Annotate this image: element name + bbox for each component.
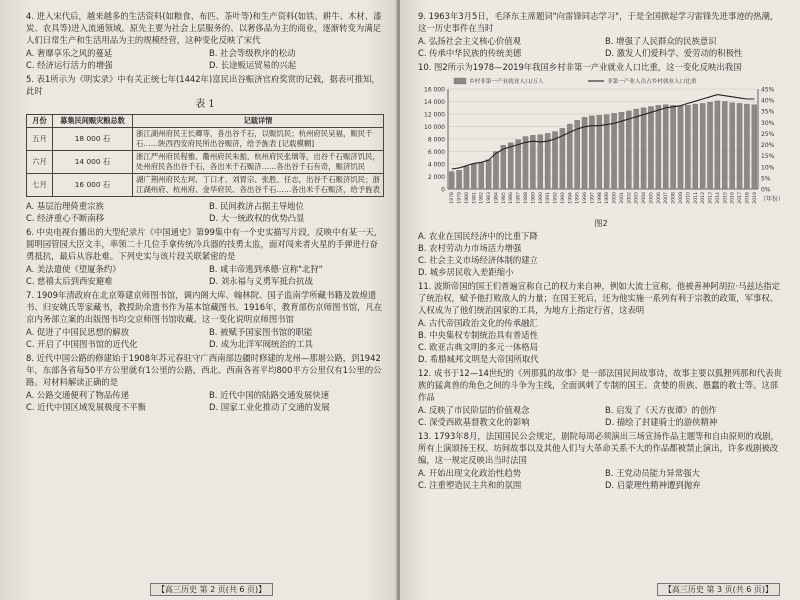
question-6 [26, 226, 384, 287]
x-axis-label: （年份） [760, 196, 784, 203]
question-7-option-d: D. 成为北洋军阀统治的工具 [209, 339, 313, 349]
question-12-option-c: C. 深受西欧基督教文化的影响 [418, 417, 530, 427]
y-tick-right: 30% [761, 119, 775, 127]
x-tick-label: 1988 [524, 192, 529, 204]
x-tick-label: 1998 [597, 192, 603, 204]
legend-line-label: 非第一产业人员占乡村就业人口比重 [607, 79, 697, 85]
question-6-option-a: A. 美法遣使《望厦条约》 [26, 264, 121, 274]
x-tick-label: 1990 [538, 192, 544, 204]
x-tick-label: 1994 [568, 192, 574, 204]
question-8-option-b: B. 近代中国的陆路交通发展快速 [209, 390, 329, 400]
y-tick-right: 20% [761, 142, 775, 150]
question-9-option-c: C. 传承中华民族的传统美德 [418, 48, 522, 58]
question-11-stem: 11. 波斯帝国的国王们普遍宣称自己的权力来自神，例如大流士宣称，他被善神阿胡拉·马兹达指定了统治权，赋予他打败敌人的力量；在国王死后，还为他实施一系列有利于宗教的政策，军事权、人权成为了他们统治国家的工具，为地方上指定行省，这表明 [418, 281, 781, 315]
question-8-option-d: D. 国家工业化推动了交通的发展 [209, 402, 330, 412]
x-tick-label: 2004 [642, 192, 648, 204]
bar [523, 137, 528, 190]
question-11-option-d: D. 希腊城邦文明是大帝国所取代 [418, 354, 539, 364]
bar [663, 105, 668, 189]
table-row [27, 151, 384, 174]
x-tick-label: 1985 [501, 192, 507, 204]
bar [611, 113, 616, 189]
bar [486, 160, 491, 189]
legend-bar-swatch [454, 78, 466, 84]
bar [575, 120, 580, 189]
bar [678, 106, 683, 189]
bar [464, 167, 469, 190]
x-tick-label: 2000 [612, 192, 618, 204]
x-tick-label: 1981 [472, 192, 478, 204]
bar [501, 145, 506, 189]
x-tick-label: 2018 [745, 192, 751, 204]
x-tick-label: 1993 [560, 192, 566, 204]
bar [648, 107, 653, 190]
left-page-footer: 【高三历史 第 2 页(共 6 页)】 [150, 583, 273, 596]
x-tick-label: 1986 [509, 192, 515, 204]
x-tick-label: 1980 [464, 192, 470, 204]
x-tick-label: 2013 [708, 192, 714, 204]
right-page-content [418, 10, 784, 493]
table-cell-month: 六月 [27, 151, 53, 174]
question-7 [26, 289, 384, 350]
question-7-option-a: A. 促进了中国民思想的解放 [26, 327, 130, 337]
question-12 [418, 367, 784, 428]
bar [641, 108, 646, 189]
table-cell-detail: 湖广荆州府民左珂、丁口才、刘胃宗、张胜、任志，出谷千石赈济饥民；浙江湖州府、杭州府、金华府民、各出谷千石……各出米千石赈济，给予旌表 [133, 174, 384, 197]
y-tick-left: 2 000 [427, 174, 445, 181]
question-9-option-d: D. 激发人们爱科学、爱劳动的积极性 [605, 48, 743, 58]
x-tick-label: 2009 [679, 192, 684, 204]
bar [538, 135, 543, 189]
question-6-option-b: B. 咸丰帝逃到承德·宣称"北狩" [209, 264, 323, 274]
left-page [0, 0, 398, 600]
x-tick-label: 1995 [575, 192, 581, 204]
question-9-stem: 9. 1963年3月5日，毛泽东主席题词"向雷锋同志学习"，于是全国掀起学习雷锋先进事迹的热潮，这一历史事件在当时 [418, 11, 779, 33]
x-tick-label: 2002 [627, 192, 633, 204]
question-11-option-a: A. 古代帝国政治文化的传承融汇 [418, 318, 538, 328]
question-9-option-a: A. 弘扬社会主义核心价值观 [418, 36, 522, 46]
x-tick-label: 2006 [656, 192, 662, 204]
question-8-stem: 8. 近代中国公路的修建始于1908年苏元春驻守广西南部边疆时修建的龙州—那堪公路，到1942年，东部各省每50平方公里就有1公里的公路，西北、西南各省平均800平方公里仅有1公里的公路。对材料解读正确的是 [26, 353, 382, 387]
y-tick-right: 15% [761, 153, 775, 161]
x-tick-label: 1989 [531, 192, 537, 204]
table-cell-month: 五月 [27, 128, 53, 151]
question-4-option-a: A. 奢靡享乐之风的蔓延 [26, 48, 113, 58]
y-tick-right: 45% [761, 86, 775, 94]
table-header-detail: 记载详情 [133, 115, 384, 128]
x-tick-label: 2008 [671, 192, 677, 204]
question-12-stem: 12. 成书于12—14世纪的《列那狐的故事》是一部法国民间故事诗，故事主要以狐狸列那和代表贵族的猛禽兽的角色之间的斗争为主线，全面讽刺了专制的国王、贪婪的贵族、愚蠢的教士等。这部作品 [418, 368, 782, 402]
x-tick-label: 1999 [605, 192, 611, 204]
bar [530, 135, 535, 189]
x-tick-label: 1991 [546, 192, 552, 204]
x-tick-label: 2005 [649, 192, 655, 204]
question-5-option-b: B. 民间救济占据主导地位 [209, 201, 304, 211]
bar [744, 104, 749, 189]
x-tick-label: 2015 [723, 192, 729, 204]
bar [449, 172, 454, 190]
table-cell-amount: 14 000 石 [53, 151, 133, 174]
x-tick-label: 2014 [715, 192, 721, 204]
chart-svg [418, 75, 784, 215]
table-header-amount: 募集民间赈灾粮总数 [53, 115, 133, 128]
legend-bar-label: 乡村非第一产业就业人口/万人 [469, 79, 544, 85]
question-10-stem: 10. 图2所示为1978—2019年我国乡村非第一产业就业人口比重，这一变化反映出我国 [418, 62, 742, 72]
question-12-option-d: D. 描绘了封建骑士的游侠精神 [605, 417, 718, 427]
bar [707, 102, 712, 189]
question-4 [26, 10, 384, 71]
table-row [27, 128, 384, 151]
question-10-option-b: B. 农村劳动力市场活力增强 [418, 243, 522, 253]
figure-2-chart [418, 75, 784, 218]
table-1 [26, 114, 384, 197]
bar [597, 115, 602, 189]
x-tick-label: 2003 [634, 192, 640, 204]
x-tick-label: 1983 [487, 192, 493, 204]
question-7-option-b: B. 被赋予国家图书馆的职能 [209, 327, 313, 337]
y-tick-left: 10 000 [424, 124, 445, 131]
table-cell-detail: 浙江严州府民程雅、衢州府民朱振、杭州府民张瑀等，出谷千石赈济饥民，处州府民各出谷千石，各出米千石赈济……各出谷千石有奇，赈济饥民 [133, 151, 384, 174]
figure-2-caption: 图2 [594, 219, 608, 228]
x-tick-label: 2011 [693, 192, 699, 204]
question-13-option-d: D. 启蒙理性精神遭到抛弃 [605, 480, 701, 490]
bar [516, 140, 521, 189]
question-8-option-c: C. 近代中国区域发展极度不平衡 [26, 402, 147, 412]
question-9 [418, 10, 784, 59]
x-tick-label: 2012 [701, 192, 707, 204]
x-tick-label: 1997 [590, 192, 596, 204]
bar [737, 103, 742, 189]
table-cell-amount: 18 000 石 [53, 128, 133, 151]
bar [582, 117, 587, 189]
x-tick-label: 2019 [752, 192, 758, 204]
y-tick-right: 0% [761, 186, 771, 194]
bar [471, 164, 476, 189]
bar [715, 101, 720, 189]
question-7-option-c: C. 开启了中国图书馆的近代化 [26, 339, 138, 349]
question-5 [26, 73, 384, 224]
question-6-option-d: D. 刘永福与义勇军抵台抗战 [209, 276, 313, 286]
question-11 [418, 280, 784, 365]
question-12-option-a: A. 反映了市民阶层的价值观念 [418, 405, 530, 415]
bar [589, 116, 594, 189]
x-tick-label: 1979 [457, 192, 463, 204]
x-tick-label: 2001 [619, 192, 625, 204]
x-tick-label: 1978 [450, 192, 456, 204]
x-tick-label: 1982 [479, 192, 485, 204]
question-11-option-c: C. 欧亚古典文明的多元一体格局 [418, 342, 539, 352]
question-13-option-a: A. 开始出现文化政治性趋势 [418, 468, 522, 478]
table-cell-amount: 16 000 石 [53, 174, 133, 197]
bar [752, 105, 757, 189]
left-page-content [26, 10, 384, 415]
bar [700, 103, 705, 189]
bar [656, 105, 661, 189]
y-tick-left: 12 000 [424, 111, 445, 119]
x-tick-label: 2007 [664, 192, 670, 204]
x-tick-label: 1992 [553, 192, 559, 204]
bar [552, 132, 557, 190]
x-tick-label: 1987 [516, 192, 522, 204]
question-13-stem: 13. 1793年8月，法国国民公会规定，剧院每周必须演出三场宣扬作品主题等和自由原则的戏剧，所有上演颂扬王权、坊间故事以及其他人们与大革命关系不大的作品都被禁止演出，许多戏剧被改编，这一规定反映出当时法国 [418, 431, 779, 465]
question-12-option-b: B. 启发了《天方夜谭》的创作 [605, 405, 717, 415]
y-tick-left: 6 000 [427, 149, 445, 156]
table-cell-month: 七月 [27, 174, 53, 197]
question-4-option-d: D. 长途贩运贸易的兴起 [209, 60, 297, 70]
question-10 [418, 61, 784, 278]
y-tick-right: 40% [761, 97, 775, 105]
bar [730, 103, 735, 189]
question-13 [418, 430, 784, 491]
bar [722, 102, 727, 190]
question-10-option-c: C. 社会主义市场经济体制的建立 [418, 255, 539, 265]
y-tick-left: 4 000 [427, 161, 445, 169]
question-13-option-c: C. 注重塑造民主共和的氛围 [418, 480, 522, 490]
question-5-stem: 5. 表1所示为《明实录》中有关正统七年(1442年)富民出谷赈济官府奖赏的记载，据表可推知，此时 [26, 74, 380, 96]
bar [560, 128, 565, 189]
bar [634, 109, 639, 189]
bar [619, 112, 624, 189]
question-4-option-b: B. 社会等级秩序的松动 [209, 48, 296, 58]
question-4-stem: 4. 进入宋代后，越来越多的生活资料(如粮食、布匹、茶叶等)和生产资料(如铁、耕牛、木材、漆炭、农具等)进入流通领域。原先主要为社会上层服务的、以奢侈品为主的商业，逐渐转变为满足人们日常生产和生活用品为主的规模经营，这种变化反映了宋代 [26, 11, 382, 45]
x-tick-label: 2010 [686, 192, 692, 204]
question-5-option-d: D. 大一统政权的优势凸显 [209, 213, 305, 223]
question-6-stem: 6. 中央电视台播出的大型纪录片《中国通史》第99集中有一个史实描写片段，反映中有某一天，圆明园管园大臣文丰，率领二十几位手拿传统冷兵器的技勇太监，面对闯来者火星的手弹进行奋勇抵抗，最后从容赴难。下列史实与该片段关联紧密的是 [26, 227, 383, 261]
x-tick-label: 1984 [494, 192, 500, 204]
question-10-option-d: D. 城乡居民收入差距缩小 [418, 267, 514, 277]
y-tick-right: 5% [761, 175, 771, 183]
question-11-option-b: B. 中央集权专制统治具有普适性 [418, 330, 538, 340]
right-page-footer: 【高三历史 第 3 页(共 6 页)】 [657, 583, 780, 596]
x-tick-label: 2016 [730, 192, 736, 204]
bar [508, 143, 513, 189]
question-9-option-b: B. 增强了人民群众的民族意识 [605, 36, 717, 46]
bar [693, 104, 698, 189]
question-5-option-a: A. 基层治理倚重宗族 [26, 201, 104, 211]
y-tick-left: 14 000 [424, 99, 445, 106]
bar [567, 124, 572, 189]
bar [685, 105, 690, 189]
question-8 [26, 352, 384, 413]
table-row [27, 174, 384, 197]
table-1-title: 表 1 [195, 99, 215, 110]
question-8-option-a: A. 公路交通便利了物品传递 [26, 390, 130, 400]
y-tick-right: 25% [761, 130, 775, 138]
y-tick-right: 10% [761, 164, 775, 172]
bar [626, 111, 631, 189]
table-header-month: 月份 [27, 115, 53, 128]
right-page [400, 0, 800, 600]
bar [479, 162, 484, 189]
y-tick-right: 35% [761, 108, 775, 116]
x-tick-label: 2017 [738, 192, 744, 204]
question-13-option-b: B. 王党动员能力异常强大 [605, 468, 700, 478]
bar [671, 105, 676, 189]
x-tick-label: 1996 [583, 192, 589, 204]
question-10-option-a: A. 农业在国民经济中的比重下降 [418, 231, 538, 241]
question-7-stem: 7. 1909年清政府在北京筹建京师图书馆，调内阁大库、翰林院、国子监南学所藏书籍及敦煌遗书、归安姚氏等家藏书，教授助余遗书作为基本馆藏图书。1916年，教育部伤京师图书馆，凡在京内务部立案的出版图书均交京师图书馆收藏。这一变化说明京师图书馆 [26, 290, 383, 324]
y-tick-left: 8 000 [427, 136, 445, 144]
bar [493, 152, 498, 190]
table-cell-detail: 浙江湖州府民王长卿等，各出谷千石，以赈饥民；杭州府民吴福，赈民千石……陕西西安府民所出谷赈济，给予旌表 [记载模糊] [133, 128, 384, 151]
question-5-option-c: C. 经济重心不断南移 [26, 213, 105, 223]
bar [604, 115, 609, 189]
question-6-option-c: C. 慈禧太后到西安避难 [26, 276, 113, 286]
y-tick-left: 0 [441, 186, 445, 194]
y-tick-left: 16 000 [424, 86, 445, 94]
question-4-option-c: C. 经济运行活力的增强 [26, 60, 113, 70]
bar [456, 170, 461, 189]
